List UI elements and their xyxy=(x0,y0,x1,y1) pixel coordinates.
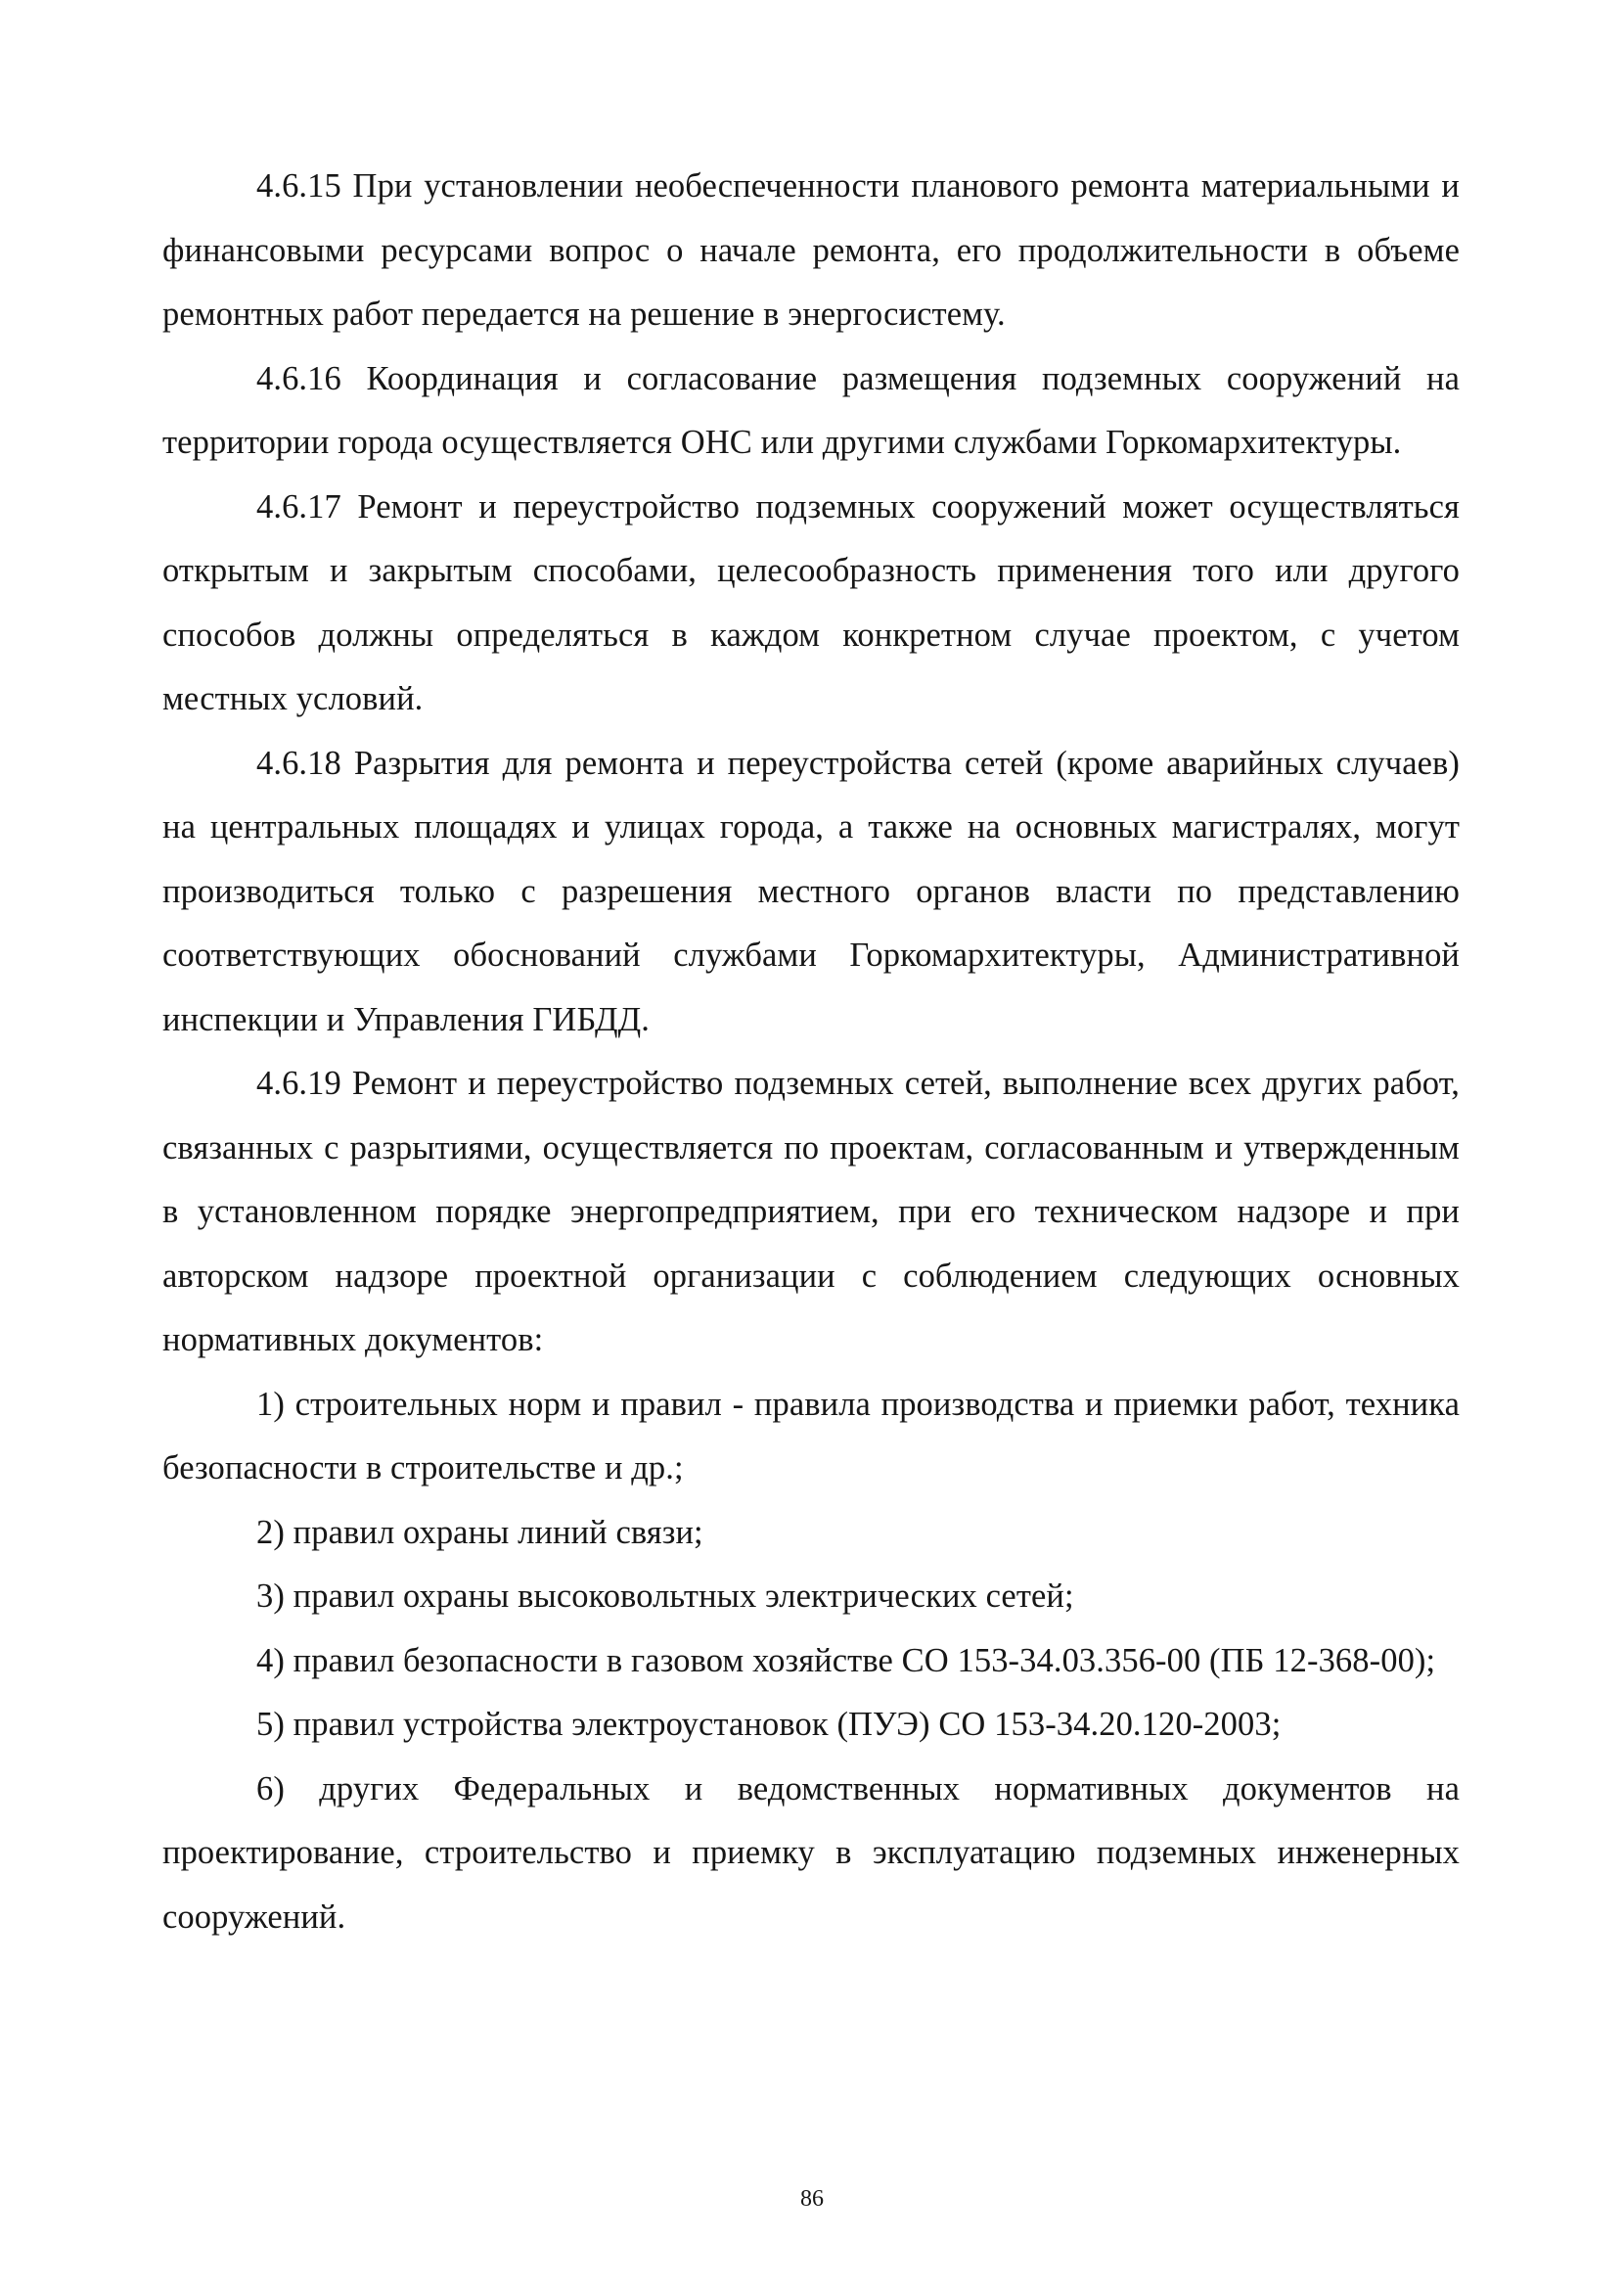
paragraph-4-6-18: 4.6.18 Разрытия для ремонта и переустройства сетей (кроме аварийных случаев) на центральных площадях и улицах города, а также на основных магистралях, могут производиться только с разрешения местного органов власти по представлению соответствующих обоснований службами Горкомархитектуры, Административной инспекции и Управления ГИБДД. xyxy=(162,744,1460,1038)
paragraph-4-6-15: 4.6.15 При установлении необеспеченности планового ремонта материальными и финансовыми ресурсами вопрос о начале ремонта, его продолжительности в объеме ремонтных работ передается на решение в энергосистему. xyxy=(162,167,1460,333)
list-item-5: 5) правил устройства электроустановок (ПУЭ) СО 153-34.20.120-2003; xyxy=(256,1706,1282,1743)
list-item-1: 1) строительных норм и правил - правила производства и приемки работ, техника безопасности в строительстве и др.; xyxy=(162,1385,1460,1486)
page-number: 86 xyxy=(800,2186,824,2212)
list-item-2: 2) правил охраны линий связи; xyxy=(256,1513,703,1551)
list-item-4: 4) правил безопасности в газовом хозяйстве СО 153-34.03.356-00 (ПБ 12-368-00); xyxy=(256,1641,1436,1679)
page-body xyxy=(162,155,1460,1949)
paragraph-4-6-17: 4.6.17 Ремонт и переустройство подземных сооружений может осуществляться открытым и закрытым способами, целесообразность применения того или другого способов должны определяться в каждом конкретном случае проектом, с учетом местных условий. xyxy=(162,487,1460,717)
list-item-3: 3) правил охраны высоковольтных электрических сетей; xyxy=(256,1577,1074,1615)
list-item-6: 6) других Федеральных и ведомственных нормативных документов на проектирование, строительство и приемку в эксплуатацию подземных инженерных сооружений. xyxy=(162,1769,1460,1936)
paragraph-4-6-16: 4.6.16 Координация и согласование размещения подземных сооружений на территории города осуществляется ОНС или другими службами Горкомархитектуры. xyxy=(162,359,1460,461)
paragraph-4-6-19: 4.6.19 Ремонт и переустройство подземных сетей, выполнение всех других работ, связанных с разрытиями, осуществляется по проектам, согласованным и утвержденным в установленном порядке энергопредприятием, при его техническом надзоре и при авторском надзоре проектной организации с соблюдением следующих основных нормативных документов: xyxy=(162,1065,1460,1358)
